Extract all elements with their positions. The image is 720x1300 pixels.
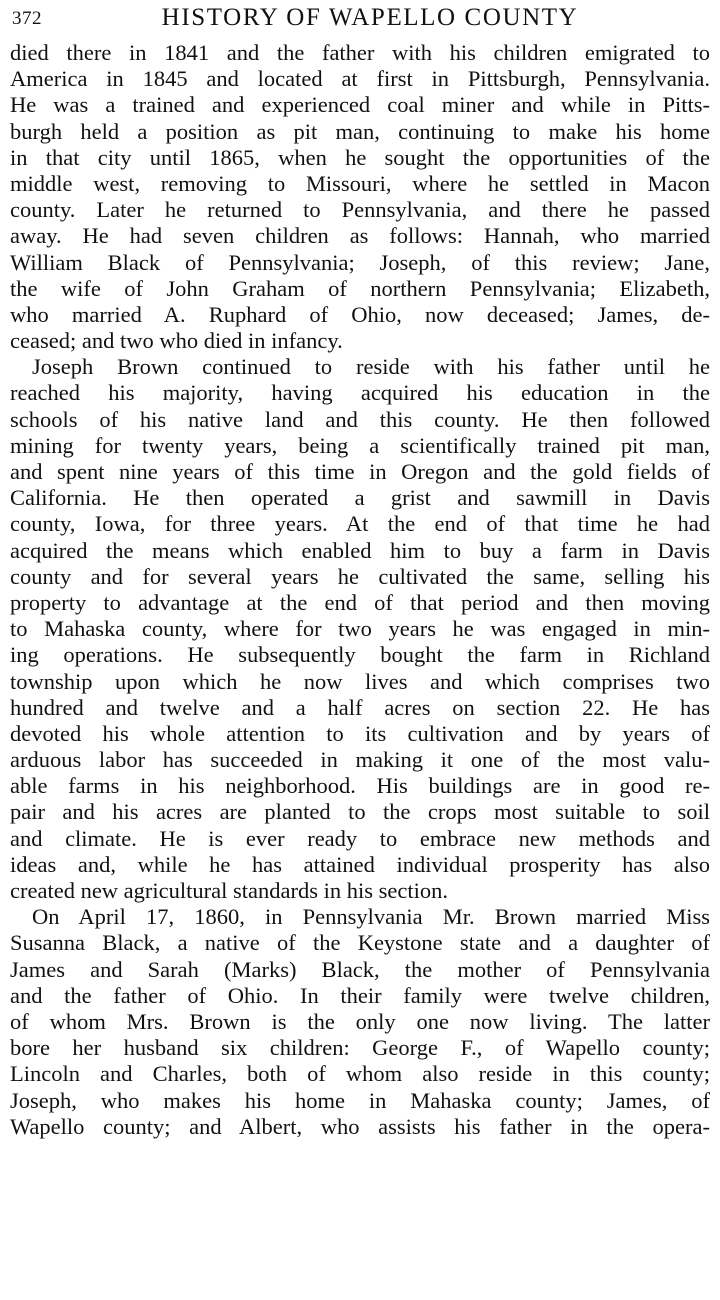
text-line: middle west, removing to Missouri, where he settled in Macon: [10, 170, 710, 196]
text-line: America in 1845 and located at first in Pittsburgh, Pennsylvania.: [10, 66, 710, 92]
text-line: the wife of John Graham of northern Pennsylvania; Elizabeth,: [10, 275, 710, 301]
running-head: [10, 0, 710, 40]
text-line: Joseph, who makes his home in Mahaska county; James, of: [10, 1087, 710, 1113]
text-line: pair and his acres are planted to the crops most suitable to soil: [10, 799, 710, 825]
text-line: and the father of Ohio. In their family were twelve children,: [10, 982, 710, 1008]
text-line: ceased; and two who died in infancy.: [10, 328, 343, 354]
text-line: Wapello county; and Albert, who assists his father in the opera-: [10, 1113, 710, 1139]
text-line: burgh held a position as pit man, continuing to make his home: [10, 118, 710, 144]
text-line: to Mahaska county, where for two years he was engaged in min-: [10, 616, 710, 642]
page-number: 372: [12, 8, 42, 29]
text-line: arduous labor has succeeded in making it one of the most valu-: [10, 747, 710, 773]
text-line: reached his majority, having acquired his education in the: [10, 380, 710, 406]
text-line: California. He then operated a grist and sawmill in Davis: [10, 485, 710, 511]
book-page: [10, 0, 710, 1300]
text-line: property to advantage at the end of that period and then moving: [10, 589, 710, 615]
paragraph: [10, 40, 710, 354]
text-line: On April 17, 1860, in Pennsylvania Mr. Brown married Miss: [32, 904, 710, 930]
text-line: schools of his native land and this county. He then followed: [10, 406, 710, 432]
text-line: died there in 1841 and the father with his children emigrated to: [10, 40, 710, 65]
text-line: in that city until 1865, when he sought the opportunities of the: [10, 144, 710, 170]
text-line: acquired the means which enabled him to buy a farm in Davis: [10, 537, 710, 563]
body-text: [10, 40, 710, 1140]
running-title: HISTORY OF WAPELLO COUNTY: [161, 4, 579, 31]
text-line: Susanna Black, a native of the Keystone state and a daughter of: [10, 930, 710, 956]
text-line: and climate. He is ever ready to embrace new methods and: [10, 825, 710, 851]
text-line: James and Sarah (Marks) Black, the mother of Pennsylvania: [10, 956, 710, 982]
text-line: ideas and, while he has attained individual prosperity has also: [10, 851, 710, 877]
text-line: county, Iowa, for three years. At the end of that time he had: [10, 511, 710, 537]
text-line: Lincoln and Charles, both of whom also reside in this county;: [10, 1061, 710, 1087]
text-line: William Black of Pennsylvania; Joseph, of this review; Jane,: [10, 249, 710, 275]
text-line: mining for twenty years, being a scientifically trained pit man,: [10, 432, 710, 458]
text-line: able farms in his neighborhood. His buildings are in good re-: [10, 773, 710, 799]
text-line: devoted his whole attention to its cultivation and by years of: [10, 720, 710, 746]
text-line: and spent nine years of this time in Oregon and the gold fields of: [10, 459, 710, 484]
text-line: county and for several years he cultivated the same, selling his: [10, 563, 710, 589]
paragraph: [10, 354, 710, 904]
text-line: Joseph Brown continued to reside with his father until he: [32, 354, 710, 380]
text-line: bore her husband six children: George F., of Wapello county;: [10, 1035, 710, 1061]
paragraph: [10, 904, 710, 1140]
text-line: He was a trained and experienced coal miner and while in Pitts-: [10, 92, 710, 118]
text-line: away. He had seven children as follows: Hannah, who married: [10, 223, 710, 249]
text-line: ing operations. He subsequently bought the farm in Richland: [10, 642, 710, 668]
text-line: hundred and twelve and a half acres on section 22. He has: [10, 694, 710, 720]
text-line: created new agricultural standards in his section.: [10, 878, 448, 903]
text-line: of whom Mrs. Brown is the only one now living. The latter: [10, 1008, 710, 1034]
text-line: township upon which he now lives and which comprises two: [10, 668, 710, 694]
text-line: county. Later he returned to Pennsylvania, and there he passed: [10, 197, 710, 223]
text-line: who married A. Ruphard of Ohio, now deceased; James, de-: [10, 301, 710, 327]
